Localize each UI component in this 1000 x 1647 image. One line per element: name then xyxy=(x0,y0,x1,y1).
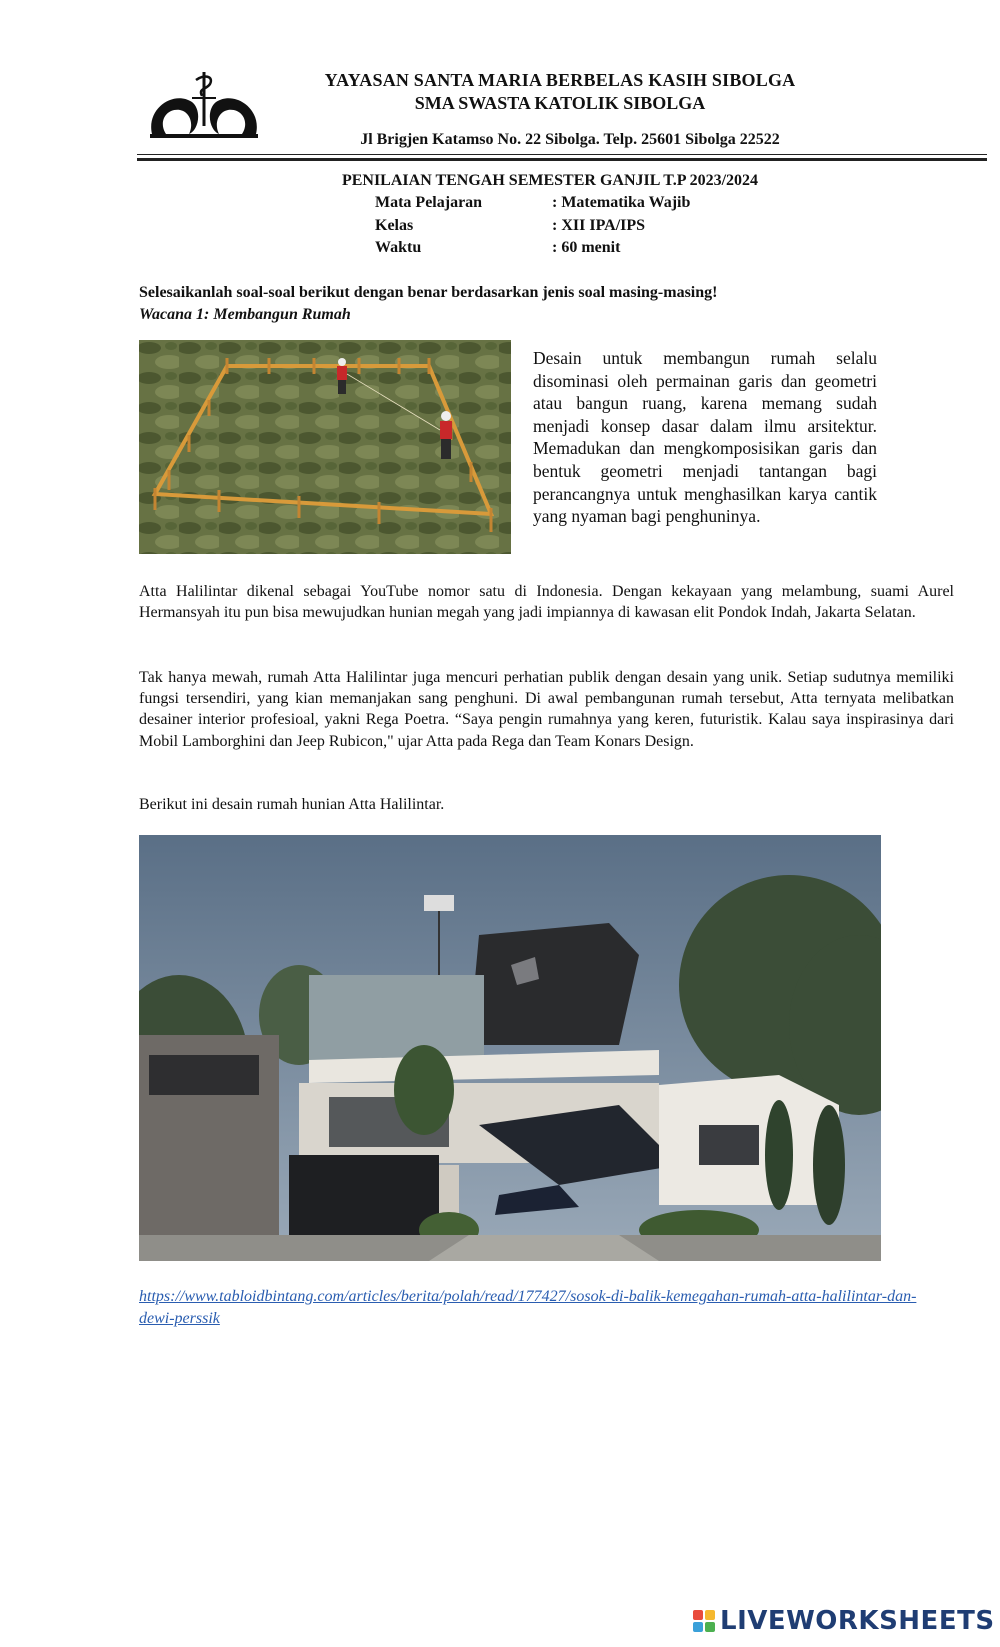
school-name: SMA SWASTA KATOLIK SIBOLGA xyxy=(414,93,706,113)
meta-label: Waktu xyxy=(375,239,422,256)
meta-value: : XII IPA/IPS xyxy=(552,216,646,234)
meta-row-time xyxy=(375,239,690,262)
school-logo xyxy=(144,68,264,148)
header-rule-thick xyxy=(137,158,987,161)
liveworksheets-logo xyxy=(693,1606,995,1636)
exam-title: PENILAIAN TENGAH SEMESTER GANJIL T.P 2023/2024 xyxy=(341,172,759,189)
instructions: Selesaikanlah soal-soal berikut dengan benar berdasarkan jenis soal masing-masing! xyxy=(139,284,718,301)
intro-paragraph: Desain untuk membangun rumah selalu disominasi oleh permainan garis dan geometri atau bangun ruang, karena memang sudah menjadi konsep dasar dalam ilmu arsitektur. Memadukan dan mengkomposisikan garis dan bentuk geometri menjadi tantangan bagi perancangnya untuk menghasilkan karya cantik yang nyaman bagi penghuninya. xyxy=(533,348,877,527)
foundation-name: YAYASAN SANTA MARIA BERBELAS KASIH SIBOLGA xyxy=(324,70,796,90)
meta-row-subject xyxy=(375,194,690,217)
source-link[interactable]: https://www.tabloidbintang.com/articles/berita/polah/read/177427/sosok-di-balik-kemegahan-rumah-atta-halilintar-dan-dewi-perssik xyxy=(139,1288,917,1327)
modern-house-image xyxy=(139,835,881,1261)
exam-meta xyxy=(375,194,690,262)
meta-value: : Matematika Wajib xyxy=(552,194,691,211)
construction-site-image xyxy=(139,340,511,554)
header-rule-thin xyxy=(137,154,987,155)
paragraph-house-design: Tak hanya mewah, rumah Atta Halilintar juga mencuri perhatian publik dengan desain yang unik. Setiap sudutnya memiliki fungsi tersendiri, yang kian memanjakan sang penghuni. Di awal pembangunan rumah tersebut, Atta ternyata melibatkan desainer interior profesioal, yakni Rega Poetra. “Saya pengin rumahnya yang keren, futuristik. Kalau saya inspirasinya dari Mobil Lamborghini dan Jeep Rubicon," ujar Atta pada Rega dan Team Konars Design. xyxy=(139,669,954,750)
school-address: Jl Brigjen Katamso No. 22 Sibolga. Telp. 25601 Sibolga 22522 xyxy=(360,131,780,148)
wacana-title: Wacana 1: Membangun Rumah xyxy=(139,306,351,323)
meta-row-class xyxy=(375,217,690,240)
meta-label: Kelas xyxy=(375,216,414,234)
paragraph-house-lead: Berikut ini desain rumah hunian Atta Halilintar. xyxy=(139,796,445,813)
meta-value: : 60 menit xyxy=(552,239,621,256)
liveworksheets-logo-icon xyxy=(693,1610,715,1632)
paragraph-atta-intro: Atta Halilintar dikenal sebagai YouTube nomor satu di Indonesia. Dengan kekayaan yang melambung, suami Aurel Hermansyah itu pun bisa mewujudkan hunian megah yang jadi impiannya di kawasan elit Pondok Indah, Jakarta Selatan. xyxy=(139,583,954,622)
meta-label: Mata Pelajaran xyxy=(375,194,483,211)
liveworksheets-text: LIVEWORKSHEETS xyxy=(720,1606,995,1636)
